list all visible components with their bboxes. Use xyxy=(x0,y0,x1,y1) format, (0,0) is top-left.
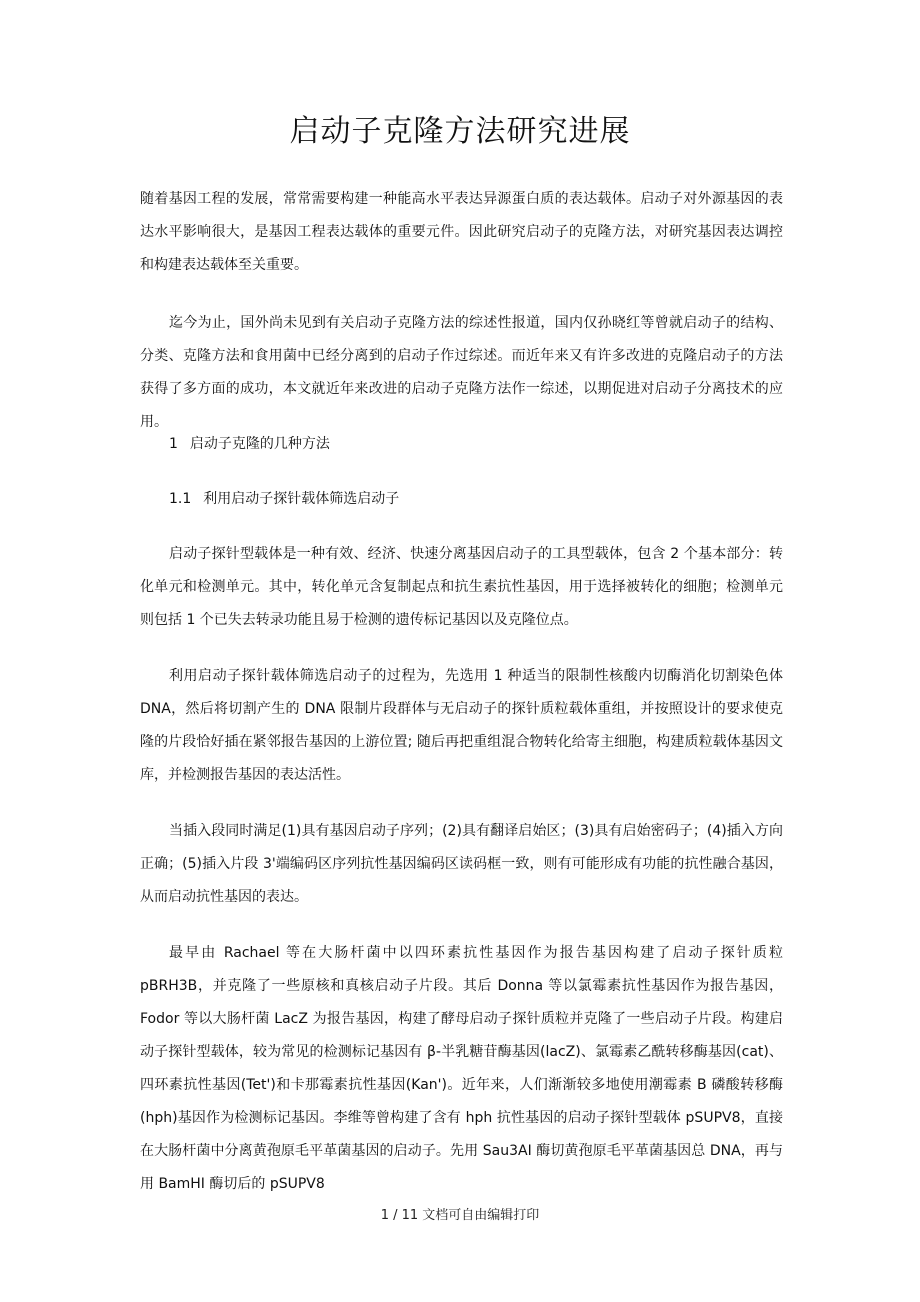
section-heading-text: 利用启动子探针载体筛选启动子 xyxy=(203,491,400,507)
section-heading-1-1 xyxy=(140,483,783,516)
document-title: 启动子克隆方法研究进展 xyxy=(289,114,631,149)
body-block-review xyxy=(140,307,783,439)
body-block-history xyxy=(140,937,783,1201)
section-number: 1.1 xyxy=(169,491,192,507)
body-block-conditions xyxy=(140,815,783,914)
body-block-heading-1-1 xyxy=(140,483,783,516)
paragraph-probe-vector: 启动子探针型载体是一种有效、经济、快速分离基因启动子的工具型载体，包含 2 个基本部分：转化单元和检测单元。其中，转化单元含复制起点和抗生素抗性基因，用于选择被转化的细胞；检测单元则包括 1 个已失去转录功能且易于检测的遗传标记基因以及克隆位点。 xyxy=(140,546,783,628)
paragraph-conditions: 当插入段同时满足(1)具有基因启动子序列；(2)具有翻译启始区；(3)具有启始密码子；(4)插入方向正确；(5)插入片段 3'端编码区序列抗性基因编码区读码框一致，则有可能形成有功能的抗性融合基因，从而启动抗性基因的表达。 xyxy=(140,823,783,905)
paragraph-intro: 随着基因工程的发展，常常需要构建一种能高水平表达异源蛋白质的表达载体。启动子对外源基因的表达水平影响很大，是基因工程表达载体的重要元件。因此研究启动子的克隆方法，对研究基因表达调控和构建表达载体至关重要。 xyxy=(140,191,783,273)
body-block-intro xyxy=(140,183,783,282)
section-number: 1 xyxy=(169,436,178,452)
section-heading-text: 启动子克隆的几种方法 xyxy=(189,436,330,452)
paragraph-screening-process: 利用启动子探针载体筛选启动子的过程为，先选用 1 种适当的限制性核酸内切酶消化切割染色体 DNA，然后将切割产生的 DNA 限制片段群体与无启动子的探针质粒载体重组，并按照设计的要求使克隆的片段恰好插在紧邻报告基因的上游位置; 随后再把重组混合物转化给寄主细胞，构建质粒载体基因文库，并检测报告基因的表达活性。 xyxy=(140,668,783,783)
body-block-probe-vector xyxy=(140,538,783,637)
paragraph-review: 迄今为止，国外尚未见到有关启动子克隆方法的综述性报道，国内仅孙晓红等曾就启动子的结构、分类、克隆方法和食用菌中已经分离到的启动子作过综述。而近年来又有许多改进的克隆启动子的方法获得了多方面的成功，本文就近年来改进的启动子克隆方法作一综述，以期促进对启动子分离技术的应用。 xyxy=(140,315,783,430)
paragraph-history: 最早由 Rachael 等在大肠杆菌中以四环素抗性基因作为报告基因构建了启动子探针质粒 pBRH3B，并克隆了一些原核和真核启动子片段。其后 Donna 等以氯霉素抗性基因作为报告基因，Fodor 等以大肠杆菌 LacZ 为报告基因，构建了酵母启动子探针质粒并克隆了一些启动子片段。构建启动子探针型载体，较为常见的检测标记基因有 β-半乳糖苷酶基因(lacZ)、氯霉素乙酰转移酶基因(cat)、四环素抗性基因(Tet')和卡那霉素抗性基因(Kan')。近年来，人们渐渐较多地使用潮霉素 B 磷酸转移酶(hph)基因作为检测标记基因。李维等曾构建了含有 hph 抗性基因的启动子探针型载体 pSUPV8，直接在大肠杆菌中分离黄孢原毛平革菌基因的启动子。先用 Sau3AI 酶切黄孢原毛平革菌基因总 DNA，再与用 BamHI 酶切后的 pSUPV8 xyxy=(140,945,783,1192)
body-block-screening-process xyxy=(140,660,783,792)
body-block-heading-1 xyxy=(140,428,783,461)
section-heading-1 xyxy=(140,428,783,461)
page-footer: 1 / 11 文档可自由编辑打印 xyxy=(380,1208,540,1223)
